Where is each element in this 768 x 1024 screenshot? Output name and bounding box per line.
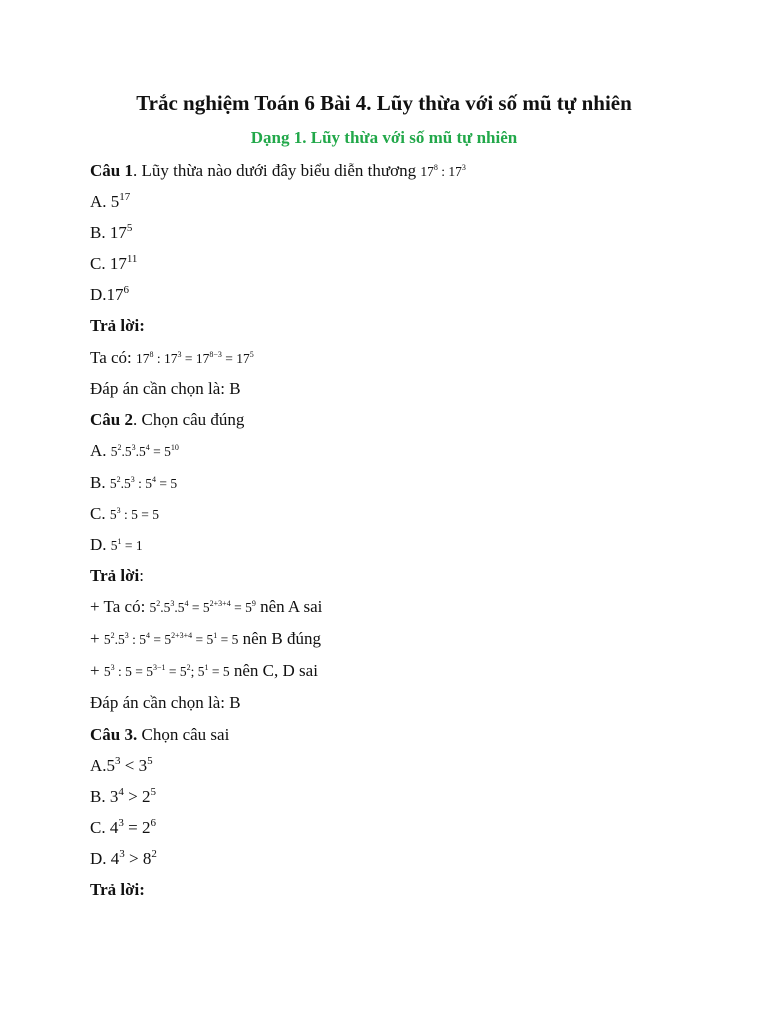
question-label: Câu 1 <box>90 161 133 180</box>
answer-heading: Trả lời: <box>90 880 145 899</box>
option-d: D. $4^3 > 8^2$ <box>90 848 157 868</box>
option-d: $D.17^6$ <box>90 284 130 304</box>
math-expression: $17^8$ : $17^3$ <box>420 163 466 179</box>
question-1 <box>90 161 466 181</box>
answer-heading: Trả lời: <box>90 316 145 335</box>
option-b: B. $3^4 > 2^5$ <box>90 786 156 806</box>
question-3 <box>90 725 229 745</box>
question-text: . Lũy thừa nào dưới đây biểu diễn thương <box>132 161 421 180</box>
option-b: B. $17^5$ <box>90 222 133 242</box>
answer-choice: Đáp án cần chọn là: B <box>90 693 241 712</box>
option-d: D. $5^1 = 1$ <box>90 535 143 554</box>
question-label: Câu 2 <box>90 410 133 429</box>
option-c: C. $4^3 = 2^6$ <box>90 817 156 837</box>
solution-line: + Ta có: $5^2.5^3.5^4 = 5^{2+3+4} = 5^9$ nên A sai <box>90 597 323 616</box>
page-title: Trắc nghiệm Toán 6 Bài 4. Lũy thừa với số mũ tự nhiên <box>136 91 632 115</box>
option-c: C. $5^3$ : 5 = 5 <box>90 504 159 523</box>
solution-line: + $5^3$ : $5 = 5^{3-1} = 5^2$; $5^1 = 5$ nên C, D sai <box>90 661 318 680</box>
option-a: A. $5^{17}$ <box>90 191 131 211</box>
option-b: B. $5^2.5^3$ : $5^4 = 5$ <box>90 473 178 492</box>
section-heading: Dạng 1. Lũy thừa với số mũ tự nhiên <box>250 128 518 147</box>
question-label: Câu 3. <box>90 725 138 744</box>
option-a: $A.5^3 < 3^5$ <box>90 755 153 775</box>
answer-choice: Đáp án cần chọn là: B <box>90 379 241 398</box>
solution-line: + $5^2.5^3$ : $5^4 = 5^{2+3+4} = 5^1 = 5$ nên B đúng <box>90 629 322 648</box>
question-text: . Chọn câu đúng <box>132 410 245 429</box>
option-c: C. $17^{11}$ <box>90 253 138 273</box>
option-a: A. $5^2.5^3.5^4 = 5^{10}$ <box>90 441 179 460</box>
question-2 <box>90 410 244 430</box>
answer-heading: Trả lời: <box>90 566 144 585</box>
solution-line: Ta có: $17^8$ : $17^3 = 17^{8-3} = 17^5$ <box>90 348 254 367</box>
question-text: Chọn câu sai <box>137 725 230 744</box>
